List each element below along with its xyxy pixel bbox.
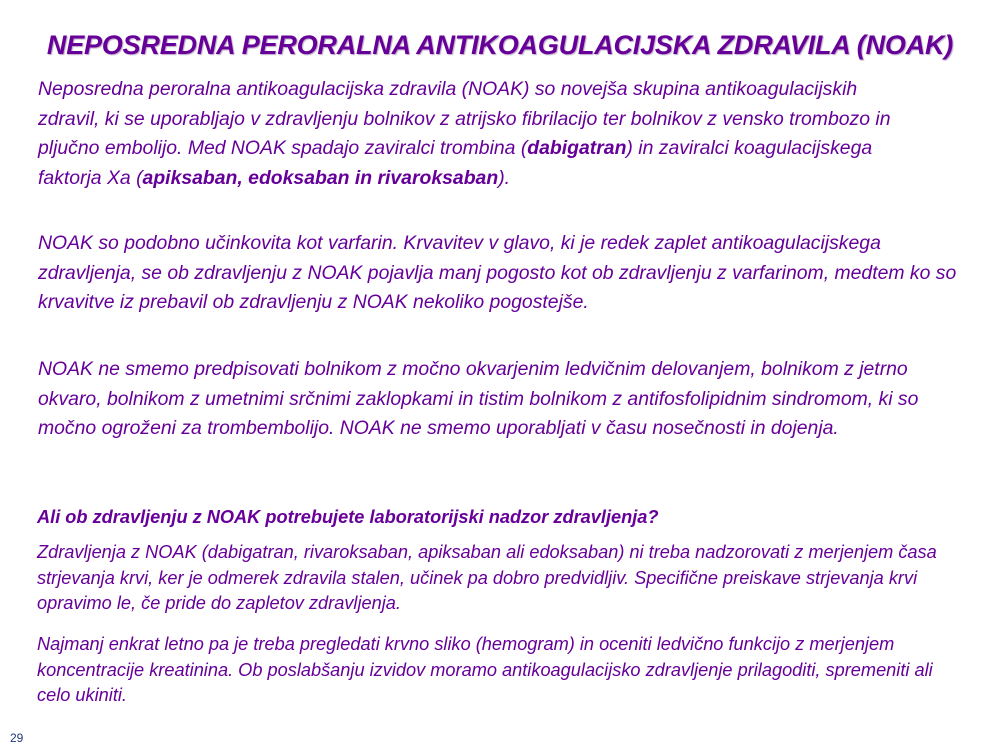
slide-title: NEPOSREDNA PERORALNA ANTIKOAGULACIJSKA ZDRAVILA (NOAK) xyxy=(46,30,954,61)
intro-p1-text-c: ) in zaviralci koagulacijskega faktorja Xa ( xyxy=(38,137,873,189)
dabigatran-bold: dabigatran xyxy=(527,137,627,159)
intro-p1-text-a: Neposredna peroralna antikoagulacijska zdravila (NOAK) so novejša skupina antikoagulacijskih zdravil, ki se uporabljajo v zdravljenju bolnikov z atrijsko fibrilacijo ter bolnikov z vensko trombozo in pljučno embolijo. Med NOAK spadajo zaviralci trombina ( xyxy=(38,78,891,159)
intro-paragraph-1 xyxy=(38,75,918,193)
xa-inhibitors-bold: apiksaban, edoksaban in rivaroksaban xyxy=(142,166,499,189)
monitoring-paragraph-1: Zdravljenja z NOAK (dabigatran, rivaroksaban, apiksaban ali edoksaban) ni treba nadzorovati z merjenjem časa strjevanja krvi, ker je odmerek zdravila stalen, učinek pa dobro predvidljiv. Specifične preiskave strjevanja krvi opravimo le, če pride do zapletov zdravljenja. xyxy=(37,542,937,613)
monitoring-paragraph-2: Najmanj enkrat letno pa je treba pregledati krvno sliko (hemogram) in oceniti ledvično funkcijo z merjenjem koncentracije kreatinina. Ob poslabšanju izvidov moramo antikoagulacijsko zdravljenje prilagoditi, spremeniti ali celo ukiniti. xyxy=(37,634,933,705)
intro-p1-text-e: ). xyxy=(498,166,511,189)
page-number: 29 xyxy=(10,731,24,745)
monitoring-question: Ali ob zdravljenju z NOAK potrebujete laboratorijski nadzor zdravljenja? xyxy=(37,507,659,527)
intro-paragraph-2: NOAK so podobno učinkovita kot varfarin. Krvavitev v glavo, ki je redek zaplet antikoagulacijskega zdravljenja, se ob zdravljenju z NOAK pojavlja manj pogosto kot ob zdravljenju z varfarinom, medtem ko so krvavitve iz prebavil ob zdravljenju z NOAK nekoliko pogostejše. xyxy=(38,232,957,313)
intro-paragraph-3: NOAK ne smemo predpisovati bolnikom z močno okvarjenim ledvičnim delovanjem, bolnikom z jetrno okvaro, bolnikom z umetnimi srčnimi zaklopkami in tistim bolnikom z antifosfolipidnim sindromom, ki so močno ogroženi za trombembolijo. NOAK ne smemo uporabljati v času nosečnosti in dojenja. xyxy=(38,358,919,439)
